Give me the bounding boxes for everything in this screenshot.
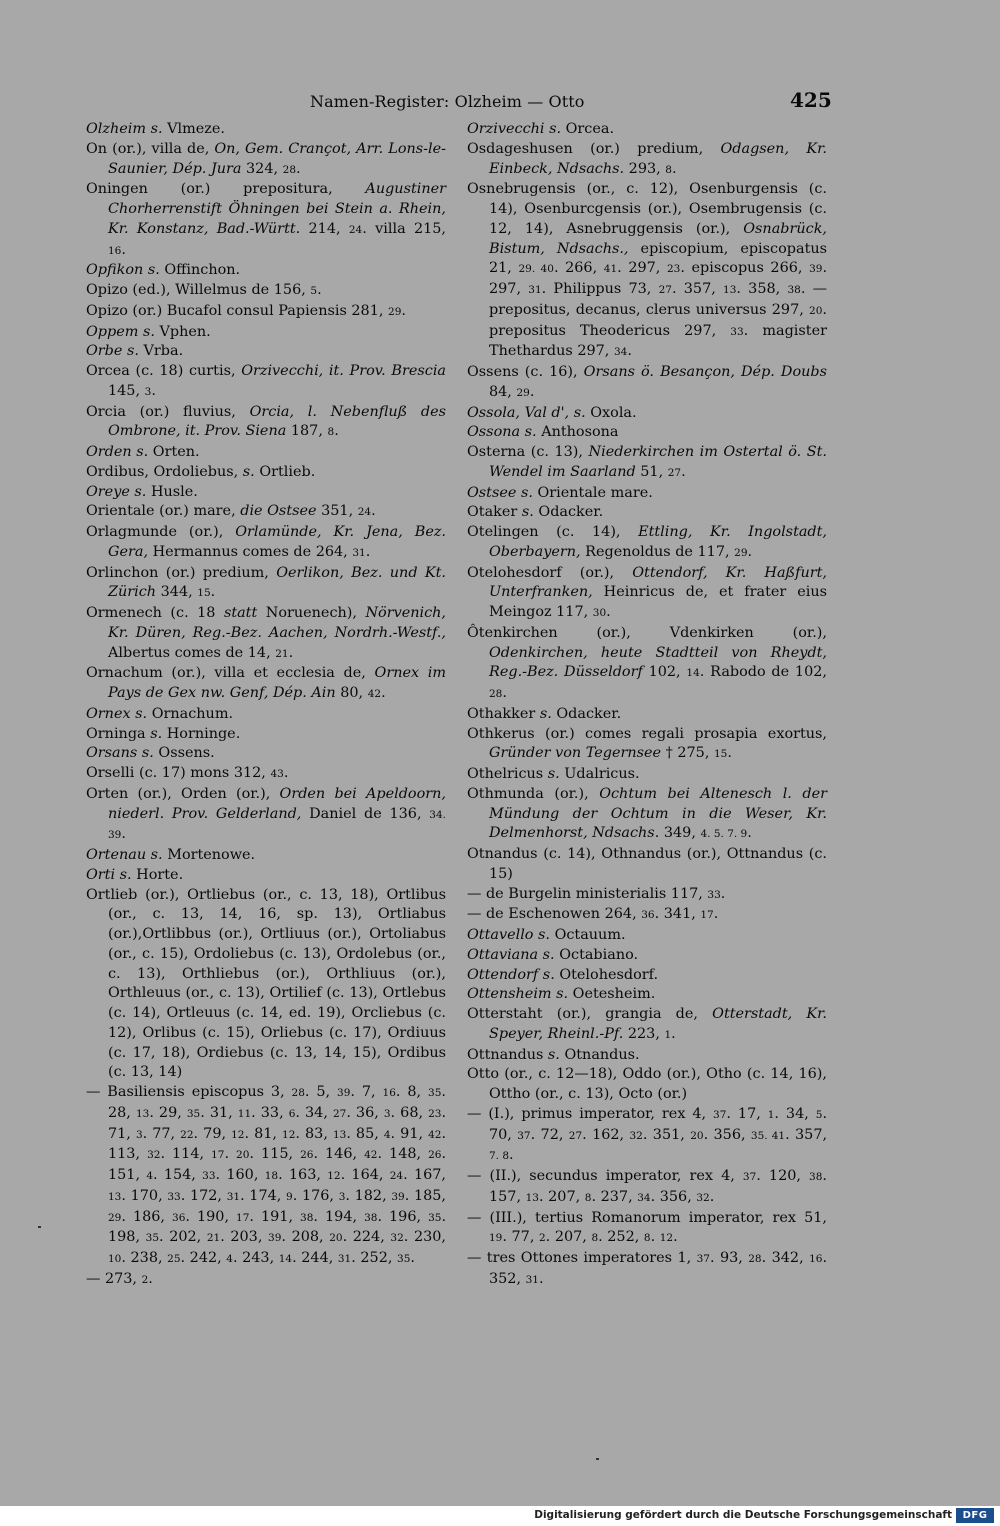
index-entry: Ornex s. Ornachum. <box>86 705 234 722</box>
page-number: 425 <box>790 88 832 112</box>
index-entry: Ortlieb (or.), Ortliebus (or., c. 13, 18), Ortlibus (or., c. 13, 14, 16, sp. 13), Ortliabus (or.),Ortlibbus (or.), Ortliuus (or.), Ortoliabus (or., c. 15), Ordoliebus (c. 13), Ordolebus (or., c. 13), Orthliebus (or.), Orthliuus (or.), Orthleuus (or., c. 13), Ortilief (c. 13), Ortlebus (c. 14), Ortleuus (c. 14, ed. 19), Orcliebus (c. 12), Orlibus (c. 15), Orliebus (c. 17), Ordiuus (c. 17, 18), Ordiebus (c. 13, 14, 15), Ordibus (c. 13, 14) <box>86 886 446 1081</box>
left-column <box>86 120 446 1291</box>
scan-speck <box>596 1458 599 1460</box>
index-entry: Orlagmunde (or.), Orlamünde, Kr. Jena, Bez. Gera, Hermannus comes de 264, 31. <box>86 524 446 560</box>
index-entry: On (or.), villa de, On, Gem. Crançot, Arr. Lons-le-Saunier, Dép. Jura 324, 28. <box>86 140 446 177</box>
index-entry: — (III.), tertius Romanorum imperator, rex 51, 19. 77, 2. 207, 8. 252, 8. 12. <box>467 1209 827 1246</box>
index-entry: Opizo (or.) Bucafol consul Papiensis 281, 29. <box>86 302 406 319</box>
index-entry: Opfikon s. Offinchon. <box>86 262 241 279</box>
index-entry: Ottnandus s. Otnandus. <box>467 1046 640 1063</box>
index-entry: — (I.), primus imperator, rex 4, 37. 17, 1. 34, 5. 70, 37. 72, 27. 162, 32. 351, 20. 356, 35. 41. 357, 7. 8. <box>467 1105 828 1164</box>
index-entry: Osnebrugensis (or., c. 12), Osenburgensis (c. 14), Osenburcgensis (or.), Osembrugensis (c. 12, 14), Asnebruggensis (or.), Osnabrück, Bistum, Ndsachs., episcopium, episcopatus 21, 29. 40. 266, 41. 297, 23. episcopus 266, 39. 297, 31. Philippus 73, 27. 357, 13. 358, 38. — prepositus, decanus, clerus universus 297, 20. prepositus Theodericus 297, 33. magister Thethardus 297, 34. <box>467 181 828 360</box>
dfg-logo: DFG <box>956 1508 994 1523</box>
index-entry: Orselli (c. 17) mons 312, 43. <box>86 765 289 781</box>
index-entry: — 273, 2. <box>86 1270 153 1287</box>
index-entry: — de Burgelin ministerialis 117, 33. <box>467 885 726 902</box>
index-entry: Orten (or.), Orden (or.), Orden bei Apeldoorn, niederl. Prov. Gelderland, Daniel de 136, 34. 39. <box>86 785 446 843</box>
index-entry: Oningen (or.) prepositura, Augustiner Chorherrenstift Öhningen bei Stein a. Rhein, Kr. Konstanz, Bad.-Württ. 214, 24. villa 215, 16. <box>86 181 446 258</box>
index-entry: Ostsee s. Orientale mare. <box>467 484 653 501</box>
funding-credit: Digitalisierung gefördert durch die Deutsche Forschungsgemeinschaft <box>534 1509 952 1521</box>
index-entry: Ormenech (c. 18 statt Noruenech), Nörvenich, Kr. Düren, Reg.-Bez. Aachen, Nordrh.-Westf., Albertus comes de 14, 21. <box>86 605 446 661</box>
index-entry: Orsans s. Ossens. <box>86 745 215 762</box>
index-entry: Otnandus (c. 14), Othnandus (or.), Ottnandus (c. 15) <box>467 846 827 882</box>
index-entry: Orientale (or.) mare, die Ostsee 351, 24. <box>86 503 376 520</box>
index-entry: Ortenau s. Mortenowe. <box>86 847 256 863</box>
index-entry: Oppem s. Vphen. <box>86 323 211 340</box>
index-entry: Otelingen (c. 14), Ettling, Kr. Ingolstadt, Oberbayern, Regenoldus de 117, 29. <box>467 524 827 560</box>
index-entry: Orninga s. Horninge. <box>86 725 241 742</box>
index-entry: Osdageshusen (or.) predium, Odagsen, Kr. Einbeck, Ndsachs. 293, 8. <box>467 140 827 177</box>
index-entry: Orden s. Orten. <box>86 444 200 460</box>
index-entry: Orcia (or.) fluvius, Orcia, l. Nebenfluß des Ombrone, it. Prov. Siena 187, 8. <box>86 403 447 440</box>
index-entry: — de Eschenowen 264, 36. 341, 17. <box>467 906 719 923</box>
index-entry: — Basiliensis episcopus 3, 28. 5, 39. 7, 16. 8, 35. 28, 13. 29, 35. 31, 11. 33, 6. 34, 27. 36, 3. 68, 23. 71, 3. 77, 22. 79, 12. 81, 12. 83, 13. 85, 4. 91, 42. 113, 32. 114, 17. 20. 115, 26. 146, 42. 148, 26. 151, 4. 154, 33. 160, 18. 163, 12. 164, 24. 167, 13. 170, 33. 172, 31. 174, 9. 176, 3. 182, 39. 185, 29. 186, 36. 190, 17. 191, 38. 194, 38. 196, 35. 198, 35. 202, 21. 203, 39. 208, 20. 224, 32. 230, 10. 238, 25. 242, 4. 243, 14. 244, 31. 252, 35. <box>86 1084 447 1266</box>
index-entry: Ottaviana s. Octabiano. <box>467 946 639 963</box>
index-entry: Orzivecchi s. Orcea. <box>467 121 615 137</box>
index-entry: Ossona s. Anthosona <box>467 424 619 441</box>
index-entry: Ottavello s. Octauum. <box>467 927 626 943</box>
index-entry: Otto (or., c. 12—18), Oddo (or.), Otho (c. 14, 16), Ottho (or., c. 13), Octo (or.) <box>467 1066 827 1102</box>
index-entry: Ordibus, Ordoliebus, s. Ortlieb. <box>86 463 316 480</box>
index-entry: Othkerus (or.) comes regali prosapia exortus, Gründer von Tegernsee † 275, 15. <box>467 725 827 762</box>
right-column <box>467 120 827 1291</box>
scan-speck <box>38 1226 41 1228</box>
index-entry: Ottensheim s. Oetesheim. <box>467 986 656 1003</box>
digitization-footer <box>0 1506 1000 1526</box>
index-entry: Otaker s. Odacker. <box>467 504 604 521</box>
index-entry: Otelohesdorf (or.), Ottendorf, Kr. Haßfurt, Unterfranken, Heinricus de, et frater eius Meingoz 117, 30. <box>467 564 827 620</box>
index-entry: Orcea (c. 18) curtis, Orzivecchi, it. Prov. Brescia 145, 3. <box>86 363 447 399</box>
index-entry: Opizo (ed.), Willelmus de 156, 5. <box>86 282 322 298</box>
index-entry: Ossens (c. 16), Orsans ö. Besançon, Dép. Doubs 84, 29. <box>467 364 827 400</box>
index-entry: Orlinchon (or.) predium, Oerlikon, Bez. und Kt. Zürich 344, 15. <box>86 564 447 601</box>
index-entry: Orbe s. Vrba. <box>86 343 184 360</box>
index-entry: Osterna (c. 13), Niederkirchen im Ostertal ö. St. Wendel im Saarland 51, 27. <box>467 444 827 480</box>
index-entry: Ôtenkirchen (or.), Vdenkirken (or.), Odenkirchen, heute Stadtteil von Rheydt, Reg.-Bez. Düsseldorf 102, 14. Rabodo de 102, 28. <box>467 624 827 701</box>
index-entry: — tres Ottones imperatores 1, 37. 93, 28. 342, 16. 352, 31. <box>467 1250 828 1287</box>
index-entry: Othelricus s. Udalricus. <box>467 766 640 782</box>
index-entry: Ossola, Val d', s. Oxola. <box>467 404 637 421</box>
index-entry: Othmunda (or.), Ochtum bei Altenesch l. der Mündung der Ochtum in die Weser, Kr. Delmenhorst, Ndsachs. 349, 4. 5. 7. 9. <box>467 785 828 842</box>
index-entry: Oreye s. Husle. <box>86 483 198 500</box>
index-entry: Otterstaht (or.), grangia de, Otterstadt, Kr. Speyer, Rheinl.-Pf. 223, 1. <box>467 1006 827 1042</box>
index-entry: Olzheim s. Vlmeze. <box>86 121 225 137</box>
index-entry: Ottendorf s. Otelohesdorf. <box>467 966 659 983</box>
index-entry: Orti s. Horte. <box>86 866 184 883</box>
index-entry: Ornachum (or.), villa et ecclesia de, Ornex im Pays de Gex nw. Genf, Dép. Ain 80, 42. <box>86 665 447 701</box>
running-header: Namen-Register: Olzheim — Otto <box>310 92 585 111</box>
index-entry: — (II.), secundus imperator, rex 4, 37. 120, 38. 157, 13. 207, 8. 237, 34. 356, 32. <box>467 1168 827 1205</box>
index-entry: Othakker s. Odacker. <box>467 705 622 722</box>
